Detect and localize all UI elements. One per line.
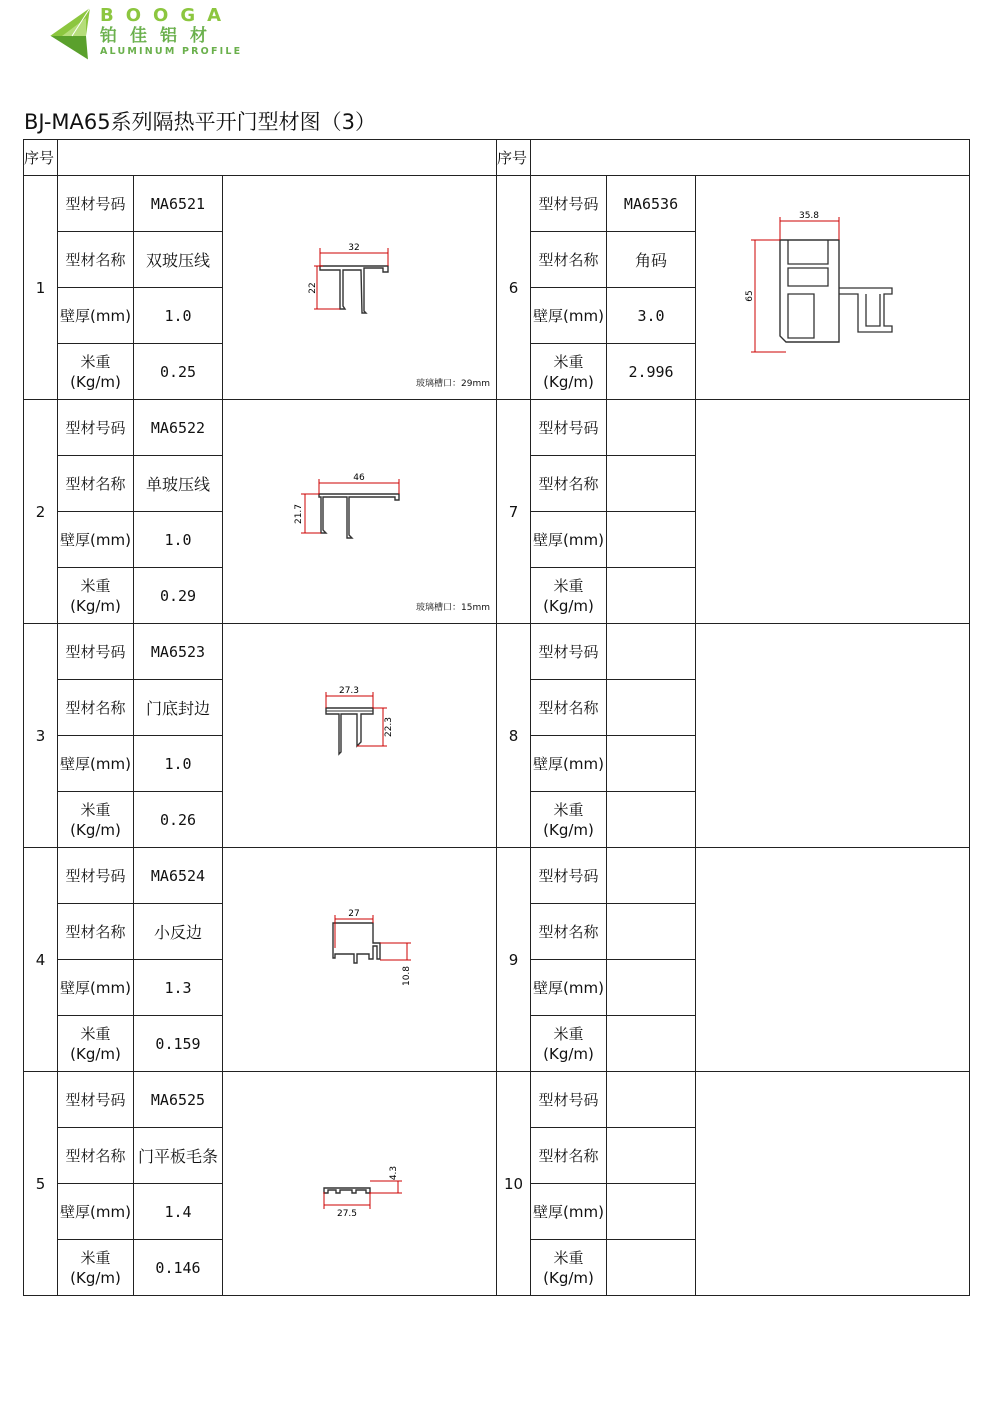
- value-thickness: [607, 512, 696, 568]
- label-code: 型材号码: [531, 1072, 607, 1128]
- label-name: 型材名称: [58, 904, 134, 960]
- value-thickness: 1.0: [134, 736, 223, 792]
- value-thickness: 1.4: [134, 1184, 223, 1240]
- profile-drawing: [223, 624, 497, 848]
- value-weight: 0.146: [134, 1240, 223, 1296]
- label-thickness: 壁厚(mm): [531, 960, 607, 1016]
- dim-width: 27: [348, 909, 360, 919]
- value-code: MA6522: [134, 400, 223, 456]
- value-weight: 2.996: [607, 344, 696, 400]
- label-weight: 米重 (Kg/m): [58, 1016, 134, 1072]
- value-weight: 0.26: [134, 792, 223, 848]
- value-name: 双玻压线: [134, 232, 223, 288]
- seq-number: 8: [497, 624, 531, 848]
- brand-latin: BOOGA: [100, 5, 234, 26]
- label-code: 型材号码: [531, 624, 607, 680]
- value-code: MA6524: [134, 848, 223, 904]
- dim-width: 32: [348, 243, 360, 253]
- label-thickness: 壁厚(mm): [58, 960, 134, 1016]
- value-code: MA6525: [134, 1072, 223, 1128]
- profile-table: [23, 139, 970, 1296]
- label-weight: 米重 (Kg/m): [531, 344, 607, 400]
- value-code: MA6521: [134, 176, 223, 232]
- value-weight: [607, 1016, 696, 1072]
- value-name: 单玻压线: [134, 456, 223, 512]
- value-name: 小反边: [134, 904, 223, 960]
- value-name: [607, 456, 696, 512]
- dim-height: 22: [308, 282, 318, 294]
- seq-number: 6: [497, 176, 531, 400]
- seq-number: 10: [497, 1072, 531, 1296]
- value-thickness: 3.0: [607, 288, 696, 344]
- dim-width: 27.5: [336, 1209, 358, 1219]
- value-weight: [607, 1240, 696, 1296]
- label-weight: 米重 (Kg/m): [531, 568, 607, 624]
- value-name: 角码: [607, 232, 696, 288]
- value-weight: 0.29: [134, 568, 223, 624]
- seq-number: 4: [24, 848, 58, 1072]
- value-weight: 0.159: [134, 1016, 223, 1072]
- value-code: MA6523: [134, 624, 223, 680]
- value-thickness: [607, 960, 696, 1016]
- seq-header-right: 序号: [497, 140, 531, 176]
- glass-slot-note: 玻璃槽口：15mm: [416, 603, 491, 613]
- value-name: 门平板毛条: [134, 1128, 223, 1184]
- label-weight: 米重 (Kg/m): [58, 568, 134, 624]
- value-thickness: 1.0: [134, 512, 223, 568]
- value-weight: [607, 792, 696, 848]
- label-thickness: 壁厚(mm): [531, 736, 607, 792]
- label-thickness: 壁厚(mm): [58, 736, 134, 792]
- label-thickness: 壁厚(mm): [531, 1184, 607, 1240]
- brand-block: [100, 6, 242, 58]
- profile-drawing: [696, 848, 970, 1072]
- label-weight: 米重 (Kg/m): [58, 792, 134, 848]
- label-name: 型材名称: [58, 680, 134, 736]
- value-thickness: 1.3: [134, 960, 223, 1016]
- profile-drawing: [696, 624, 970, 848]
- label-thickness: 壁厚(mm): [531, 288, 607, 344]
- value-code: [607, 1072, 696, 1128]
- dim-width: 46: [353, 473, 365, 483]
- label-name: 型材名称: [531, 456, 607, 512]
- label-code: 型材号码: [58, 176, 134, 232]
- label-weight: 米重 (Kg/m): [58, 344, 134, 400]
- label-name: 型材名称: [531, 680, 607, 736]
- dim-height: 22.3: [384, 716, 394, 738]
- dim-width: 35.8: [798, 211, 820, 221]
- label-weight: 米重 (Kg/m): [531, 1016, 607, 1072]
- brand-subtitle: ALUMINUM PROFILE: [100, 46, 243, 57]
- seq-number: 7: [497, 400, 531, 624]
- label-name: 型材名称: [531, 1128, 607, 1184]
- label-name: 型材名称: [531, 904, 607, 960]
- label-thickness: 壁厚(mm): [58, 1184, 134, 1240]
- dim-height: 10.8: [402, 965, 412, 987]
- label-thickness: 壁厚(mm): [58, 512, 134, 568]
- label-weight: 米重 (Kg/m): [531, 792, 607, 848]
- glass-slot-note: 玻璃槽口：29mm: [416, 379, 491, 389]
- seq-number: 2: [24, 400, 58, 624]
- profile-drawing: [223, 848, 497, 1072]
- label-name: 型材名称: [58, 456, 134, 512]
- seq-header-left: 序号: [24, 140, 58, 176]
- profile-drawing: [223, 400, 497, 624]
- value-code: [607, 400, 696, 456]
- brand-chinese: 铂佳铝材: [100, 26, 220, 46]
- label-code: 型材号码: [58, 1072, 134, 1128]
- value-thickness: [607, 736, 696, 792]
- value-name: [607, 680, 696, 736]
- value-weight: 0.25: [134, 344, 223, 400]
- label-code: 型材号码: [531, 176, 607, 232]
- dim-width: 27.3: [338, 686, 360, 696]
- value-thickness: [607, 1184, 696, 1240]
- seq-number: 9: [497, 848, 531, 1072]
- dim-height: 4.3: [389, 1165, 399, 1181]
- value-name: [607, 1128, 696, 1184]
- label-thickness: 壁厚(mm): [58, 288, 134, 344]
- value-name: [607, 904, 696, 960]
- value-code: [607, 848, 696, 904]
- label-name: 型材名称: [58, 1128, 134, 1184]
- value-name: 门底封边: [134, 680, 223, 736]
- label-code: 型材号码: [531, 400, 607, 456]
- label-weight: 米重 (Kg/m): [531, 1240, 607, 1296]
- value-thickness: 1.0: [134, 288, 223, 344]
- value-code: [607, 624, 696, 680]
- seq-number: 5: [24, 1072, 58, 1296]
- dim-height: 21.7: [294, 503, 304, 525]
- label-name: 型材名称: [58, 232, 134, 288]
- profile-drawing: [696, 1072, 970, 1296]
- document-title: BJ-MA65系列隔热平开门型材图（3）: [24, 110, 376, 134]
- label-code: 型材号码: [58, 624, 134, 680]
- value-code: MA6536: [607, 176, 696, 232]
- value-weight: [607, 568, 696, 624]
- seq-number: 3: [24, 624, 58, 848]
- label-name: 型材名称: [531, 232, 607, 288]
- label-thickness: 壁厚(mm): [531, 512, 607, 568]
- label-code: 型材号码: [58, 848, 134, 904]
- profile-drawing: [696, 400, 970, 624]
- profile-drawing: [696, 176, 970, 400]
- seq-number: 1: [24, 176, 58, 400]
- label-code: 型材号码: [531, 848, 607, 904]
- profile-drawing: [223, 1072, 497, 1296]
- dim-height: 65: [745, 290, 756, 302]
- label-weight: 米重 (Kg/m): [58, 1240, 134, 1296]
- profile-drawing: [223, 176, 497, 400]
- label-code: 型材号码: [58, 400, 134, 456]
